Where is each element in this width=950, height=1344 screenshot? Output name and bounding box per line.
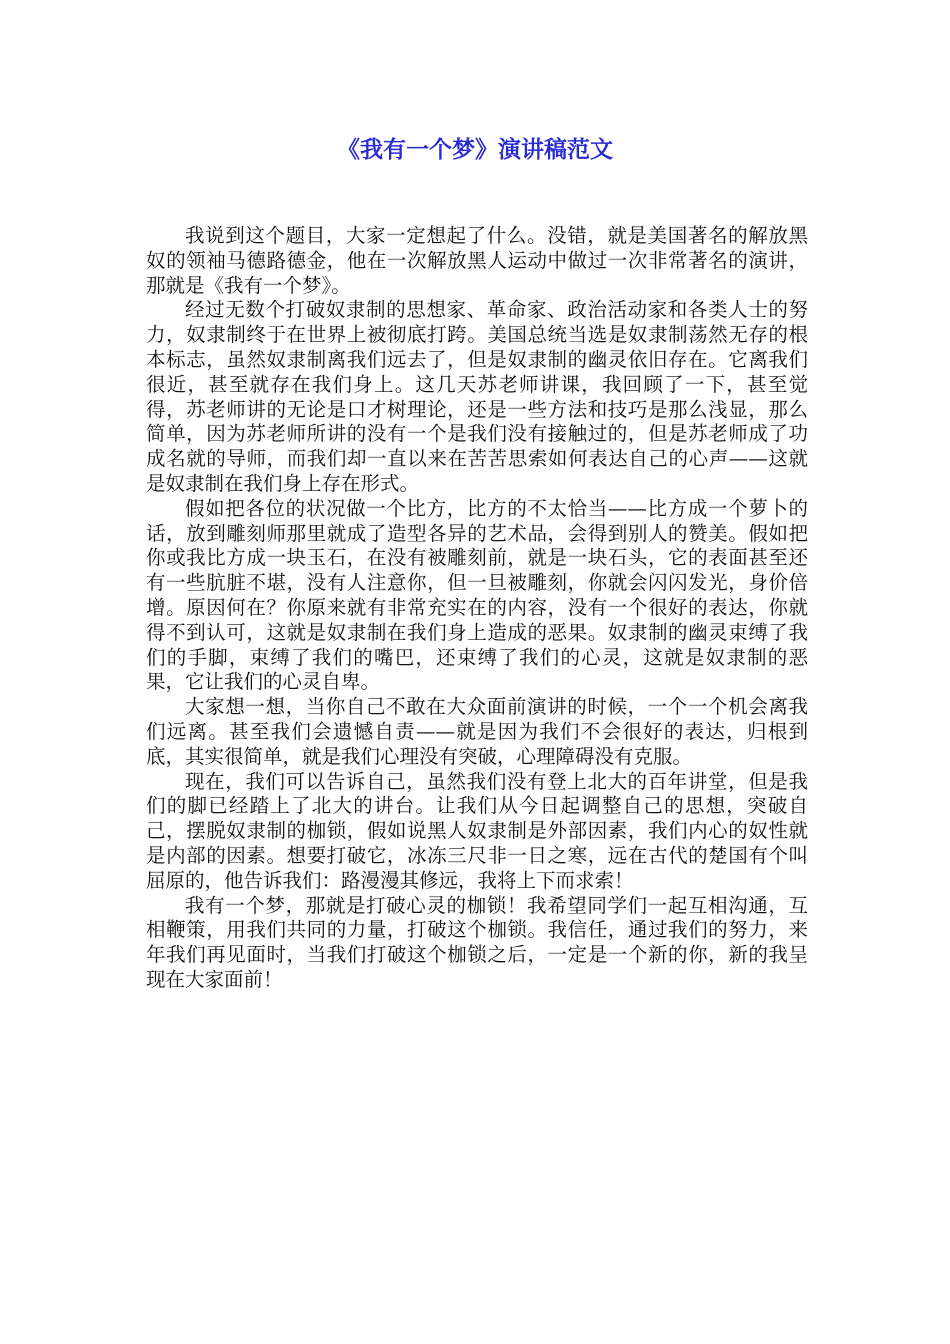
paragraph-1: 我说到这个题目，大家一定想起了什么。没错，就是美国著名的解放黑奴的领袖马德路德金，他在一次解放黑人运动中做过一次非常著名的演讲，那就是《我有一个梦》。 (146, 224, 808, 297)
document-body (146, 224, 808, 993)
document-title: 《我有一个梦》演讲稿范文 (337, 137, 613, 163)
paragraph-4: 大家想一想，当你自己不敢在大众面前演讲的时候，一个一个机会离我们远离。甚至我们会遗憾自责——就是因为我们不会很好的表达，归根到底，其实很简单，就是我们心理没有突破，心理障碍没有克服。 (146, 695, 808, 768)
paragraph-5: 现在，我们可以告诉自己，虽然我们没有登上北大的百年讲堂，但是我们的脚已经踏上了北大的讲台。让我们从今日起调整自己的思想，突破自己，摆脱奴隶制的枷锁，假如说黑人奴隶制是外部因素，我们内心的奴性就是内部的因素。想要打破它，冰冻三尺非一日之寒，远在古代的楚国有个叫屈原的，他告诉我们：路漫漫其修远，我将上下而求索！ (146, 769, 808, 892)
paragraph-6: 我有一个梦，那就是打破心灵的枷锁！我希望同学们一起互相沟通，互相鞭策，用我们共同的力量，打破这个枷锁。我信任，通过我们的努力，来年我们再见面时，当我们打破这个枷锁之后，一定是一个新的你，新的我呈现在大家面前！ (146, 893, 808, 991)
paragraph-2: 经过无数个打破奴隶制的思想家、革命家、政治活动家和各类人士的努力，奴隶制终于在世界上被彻底打跨。美国总统当选是奴隶制荡然无存的根本标志，虽然奴隶制离我们远去了，但是奴隶制的幽灵依旧存在。它离我们很近，甚至就存在我们身上。这几天苏老师讲课，我回顾了一下，甚至觉得，苏老师讲的无论是口才树理论，还是一些方法和技巧是那么浅显，那么简单，因为苏老师所讲的没有一个是我们没有接触过的，但是苏老师成了功成名就的导师，而我们却一直以来在苦苦思索如何表达自己的心声——这就是奴隶制在我们身上存在形式。 (146, 298, 808, 495)
paragraph-3: 假如把各位的状况做一个比方，比方的不太恰当——比方成一个萝卜的话，放到雕刻师那里就成了造型各异的艺术品，会得到别人的赞美。假如把你或我比方成一块玉石，在没有被雕刻前，就是一块石头，它的表面甚至还有一些肮脏不堪，没有人注意你，但一旦被雕刻，你就会闪闪发光，身价倍增。原因何在？你原来就有非常充实在的内容，没有一个很好的表达，你就得不到认可，这就是奴隶制在我们身上造成的恶果。奴隶制的幽灵束缚了我们的手脚，束缚了我们的嘴巴，还束缚了我们的心灵，这就是奴隶制的恶果，它让我们的心灵自卑。 (146, 496, 808, 694)
